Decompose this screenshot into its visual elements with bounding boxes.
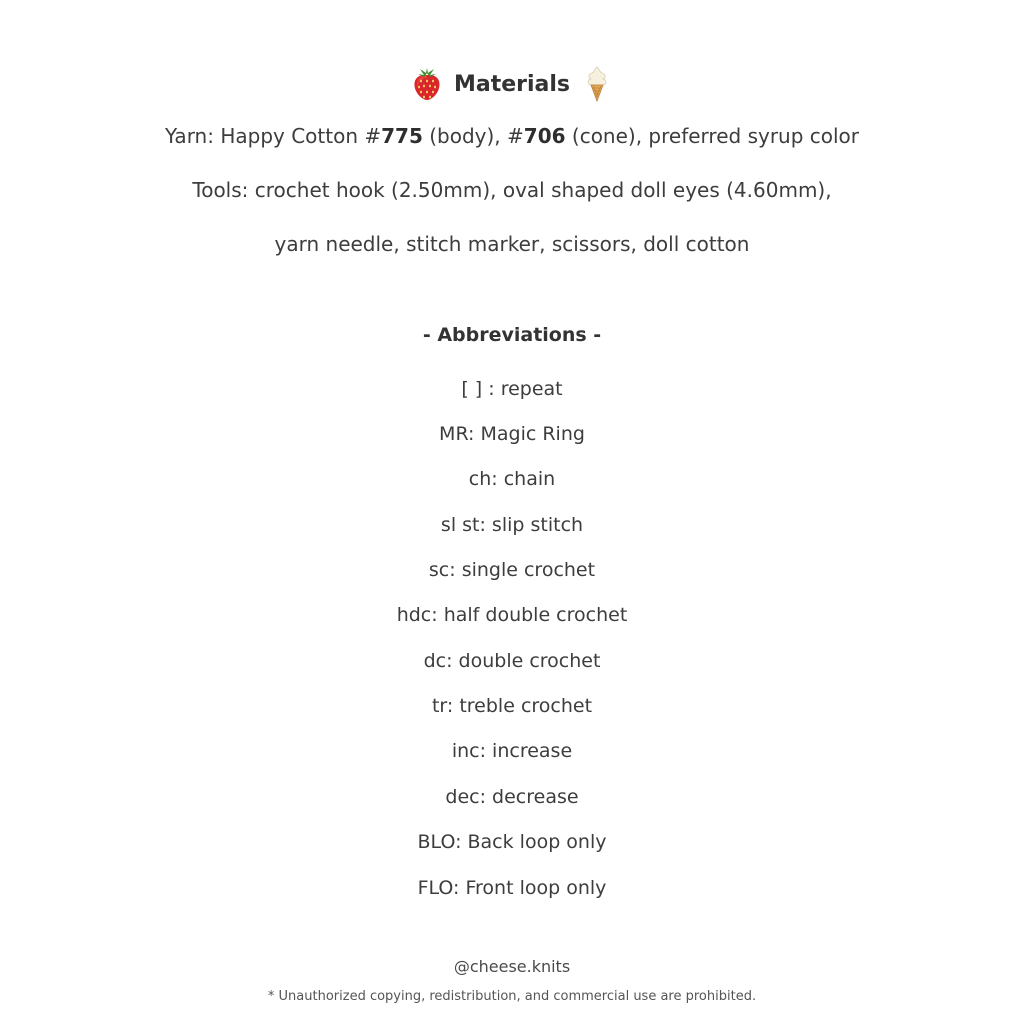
- materials-heading: [0, 64, 1024, 104]
- abbreviation-item: sc: single crochet: [428, 559, 596, 581]
- author-handle: @cheese.knits: [453, 957, 571, 976]
- yarn-cone-code: 706: [523, 124, 566, 148]
- abbreviation-item: sl st: slip stitch: [440, 514, 584, 536]
- abbreviation-item: tr: treble crochet: [431, 695, 593, 717]
- abbreviation-item: dc: double crochet: [423, 650, 601, 672]
- strawberry-icon: [410, 66, 444, 102]
- tools-line-2: yarn needle, stitch marker, scissors, doll cotton: [274, 232, 750, 256]
- yarn-body-code: 775: [381, 124, 423, 148]
- yarn-prefix: Yarn: Happy Cotton #: [164, 124, 382, 148]
- abbreviations-heading: - Abbreviations -: [422, 324, 602, 346]
- yarn-line: [0, 124, 1024, 148]
- soft-serve-cone-icon: [580, 66, 614, 102]
- abbreviation-item: [ ] : repeat: [461, 378, 563, 400]
- abbreviation-item: ch: chain: [468, 468, 556, 490]
- abbreviation-item: MR: Magic Ring: [439, 423, 585, 445]
- abbreviation-item: hdc: half double crochet: [396, 604, 628, 626]
- abbreviation-item: inc: increase: [451, 740, 573, 762]
- abbreviation-item: dec: decrease: [445, 786, 579, 808]
- abbreviation-item: BLO: Back loop only: [417, 831, 607, 853]
- abbreviation-item: FLO: Front loop only: [417, 877, 607, 899]
- copyright-notice: * Unauthorized copying, redistribution, and commercial use are prohibited.: [267, 989, 757, 1004]
- yarn-body-label: (body), #: [422, 124, 524, 148]
- materials-title: Materials: [453, 71, 571, 97]
- yarn-suffix: (cone), preferred syrup color: [565, 124, 860, 148]
- tools-line-1: Tools: crochet hook (2.50mm), oval shaped doll eyes (4.60mm),: [192, 178, 832, 202]
